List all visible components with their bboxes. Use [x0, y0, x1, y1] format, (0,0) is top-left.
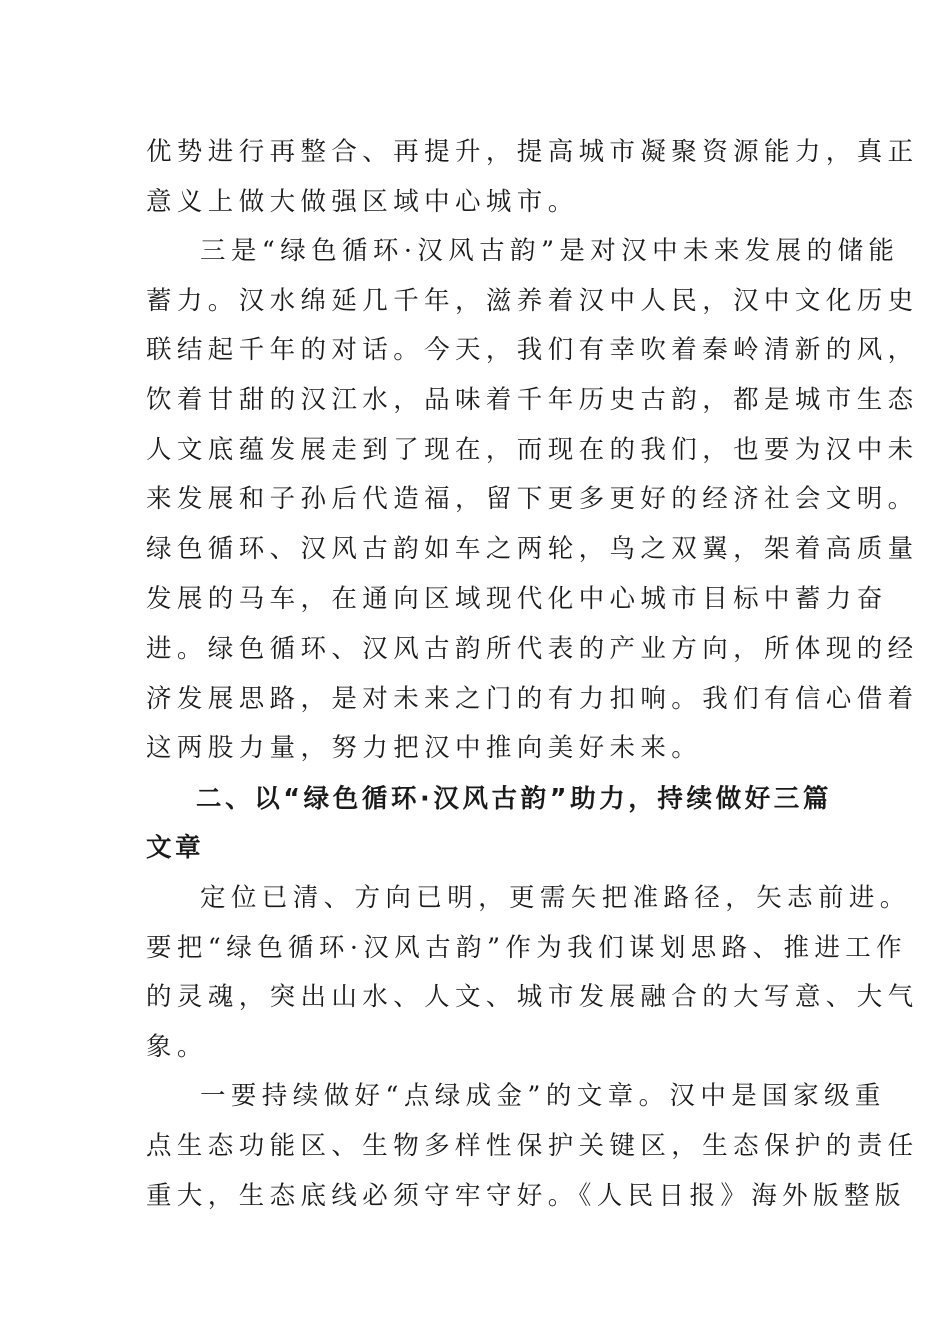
text-line: 象。 [146, 1032, 208, 1062]
text-line: 联结起千年的对话。今天，我们有幸吹着秦岭清新的风， [146, 335, 919, 365]
text-line: 济发展思路，是对未来之门的有力扣响。我们有信心借着 [146, 684, 919, 714]
text-line: 来发展和子孙后代造福，留下更多更好的经济社会文明。 [146, 484, 919, 514]
paragraph-start-line: 三是“绿色循环·汉风古韵”是对汉中未来发展的储能 [200, 236, 900, 266]
text-line: 人文底蕴发展走到了现在，而现在的我们，也要为汉中未 [146, 435, 919, 465]
text-line: 意义上做大做强区域中心城市。 [146, 187, 579, 217]
text-line: 绿色循环、汉风古韵如车之两轮，鸟之双翼，架着高质量 [146, 534, 919, 564]
text-line: 要把“绿色循环·汉风古韵”作为我们谋划思路、推进工作 [146, 933, 908, 963]
text-line: 饮着甘甜的汉江水，品味着千年历史古韵，都是城市生态 [146, 385, 919, 415]
text-line: 这两股力量，努力把汉中推向美好未来。 [146, 733, 703, 763]
paragraph-start-line: 一要持续做好“点绿成金”的文章。汉中是国家级重 [200, 1081, 886, 1111]
text-line: 点生态功能区、生物多样性保护关键区，生态保护的责任 [146, 1131, 919, 1161]
text-line: 蓄力。汉水绵延几千年，滋养着汉中人民，汉中文化历史 [146, 286, 919, 316]
text-line: 优势进行再整合、再提升，提高城市凝聚资源能力，真正 [146, 137, 919, 167]
section-heading-continuation: 文章 [146, 833, 205, 863]
text-line: 的灵魂，突出山水、人文、城市发展融合的大写意、大气 [146, 982, 919, 1012]
text-line: 发展的马车，在通向区域现代化中心城市目标中蓄力奋 [146, 584, 888, 614]
text-line: 进。绿色循环、汉风古韵所代表的产业方向，所体现的经 [146, 634, 919, 664]
text-line: 重大，生态底线必须守牢守好。《人民日报》海外版整版 [146, 1181, 906, 1211]
section-heading: 二、以“绿色循环·汉风古韵”助力，持续做好三篇 [196, 784, 833, 814]
paragraph-start-line: 定位已清、方向已明，更需矢把准路径，矢志前进。 [200, 883, 911, 913]
